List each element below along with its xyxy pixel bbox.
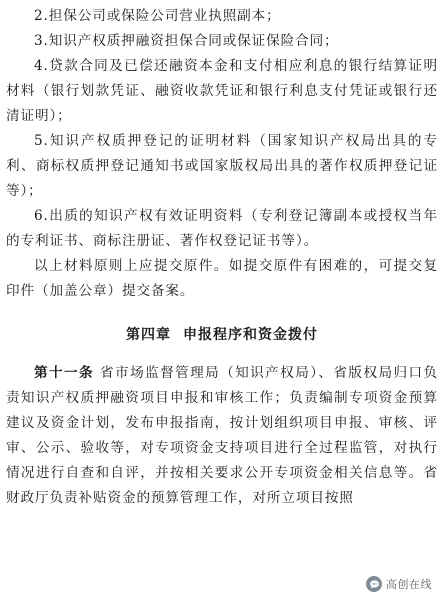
chat-bubble-icon (366, 576, 382, 592)
list-item: 6.出质的知识产权有效证明资料（专利登记簿副本或授权当年的专利证书、商标注册证、著作权登记证书等）。 (6, 208, 438, 249)
list-item: 5.知识产权质押登记的证明材料（国家知识产权局出具的专利、商标权质押登记通知书或国家版权局出具的著作权质押登记证等）； (6, 133, 438, 199)
chapter-title: 申报程序和资金拨付 (183, 327, 318, 343)
article-paragraph (6, 361, 438, 511)
watermark (362, 574, 436, 594)
list-item: 3.知识产权质押融资担保合同或保证保险合同； (34, 33, 339, 49)
chapter-heading (6, 323, 438, 348)
chapter-number: 第四章 (126, 327, 171, 343)
article-number: 第十一条 (34, 365, 95, 381)
list-item: 2.担保公司或保险公司营业执照副本； (34, 8, 281, 24)
article-text: 省市场监督管理局（知识产权局）、省版权局归口负责知识产权质押融资项目申报和审核工作；负责编制专项资金预算建议及资金计划，发布申报指南，按计划组织项目申报、审核、评审、公示、验收等，对专项资金支持项目进行全过程监管，对执行情况进行自查和自评，并按相关要求公开专项资金相关信息等。省财政厅负责补贴资金的预算管理工作，对所立项目按照 (6, 365, 438, 506)
closing-note: 以上材料原则上应提交原件。如提交原件有困难的，可提交复印件（加盖公章）提交备案。 (6, 258, 438, 299)
list-item: 4.贷款合同及已偿还融资本金和支付相应利息的银行结算证明材料（银行划款凭证、融资收款凭证和银行利息支付凭证或银行还清证明）； (6, 58, 438, 124)
watermark-text: 高创在线 (386, 578, 432, 591)
